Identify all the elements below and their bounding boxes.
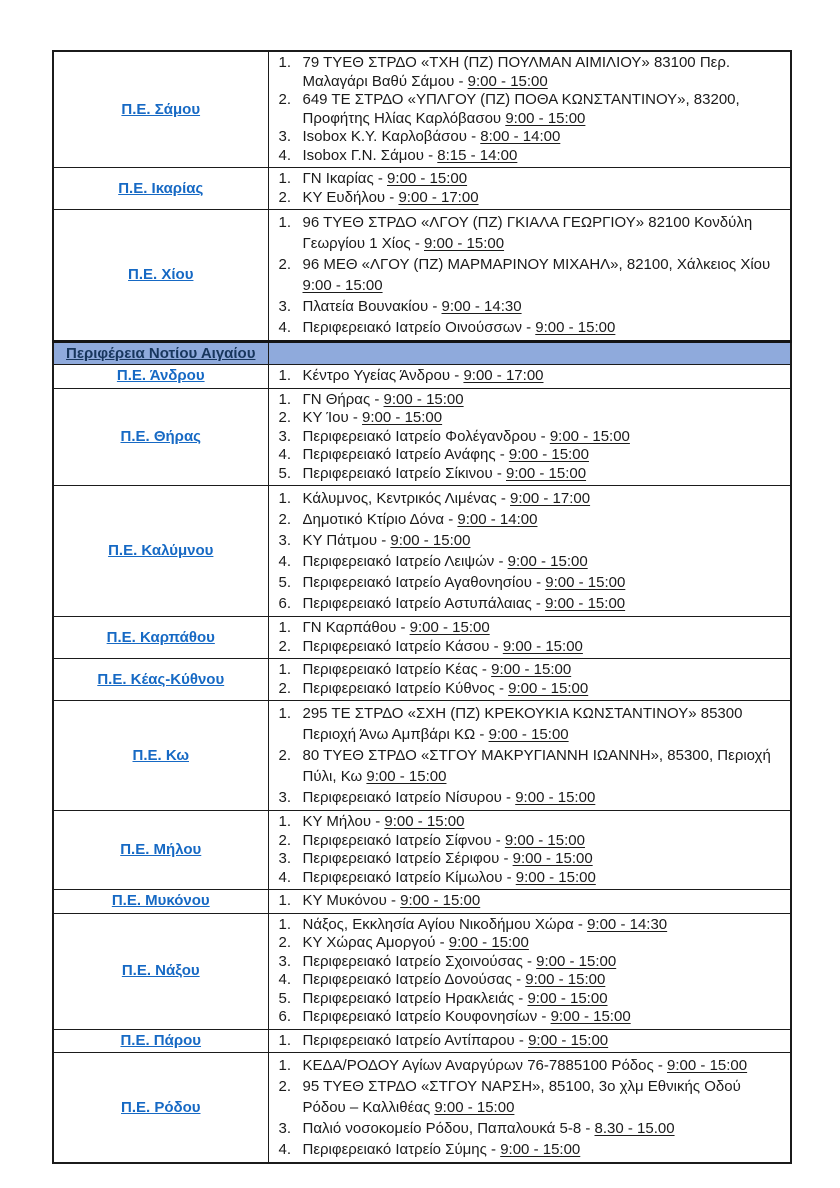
item-location: Περιφερειακό Ιατρείο Λειψών -: [302, 553, 508, 570]
item-text: [303, 446, 785, 465]
region-link[interactable]: Π.Ε. Μήλου: [120, 841, 202, 858]
item-hours: 9:00 - 15:00: [424, 235, 505, 252]
table-row: [53, 811, 791, 890]
item-hours: 8:15 - 14:00: [437, 146, 518, 164]
region-link[interactable]: Π.Ε. Πάρου: [120, 1031, 202, 1049]
item-hours: 9:00 - 15:00: [527, 989, 608, 1007]
item-number: 1.: [278, 54, 292, 71]
item-hours: 9:00 - 15:00: [667, 1057, 748, 1074]
item-number: 6.: [278, 1008, 292, 1025]
item-number: 6.: [278, 595, 292, 612]
item-hours: 9:00 - 14:00: [457, 511, 538, 528]
item-text: [303, 572, 785, 593]
item-text: [303, 953, 785, 972]
location-item: [279, 703, 785, 745]
location-item: [279, 296, 785, 317]
item-text: [303, 1032, 785, 1051]
region-link[interactable]: Π.Ε. Ρόδου: [121, 1098, 201, 1116]
locations-cell: [268, 617, 791, 659]
locations-cell: [268, 659, 791, 701]
region-cell: [53, 365, 268, 389]
item-hours: 9:00 - 17:00: [463, 367, 544, 384]
item-location: Περιφερειακό Ιατρείο Αστυπάλαιας -: [302, 595, 546, 612]
item-location: Περιφερειακό Ιατρείο Αντίπαρου -: [302, 1031, 529, 1049]
item-text: [303, 934, 785, 953]
location-item: [279, 869, 785, 888]
location-item: [279, 189, 785, 208]
item-location: Περιφερειακό Ιατρείο Ηρακλειάς -: [302, 989, 528, 1007]
item-number: 1.: [278, 892, 292, 909]
table-row: [53, 1053, 791, 1164]
item-text: [303, 745, 785, 787]
item-hours: 9:00 - 15:00: [536, 952, 617, 970]
item-text: [303, 892, 785, 911]
location-item: [279, 953, 785, 972]
item-text: [303, 212, 785, 254]
item-hours: 9:00 - 15:00: [384, 813, 465, 830]
locations-cell: [268, 486, 791, 617]
item-text: [303, 869, 785, 888]
item-hours: 9:00 - 17:00: [510, 490, 591, 507]
location-item: [279, 488, 785, 509]
item-text: [303, 850, 785, 869]
location-item: [279, 990, 785, 1009]
item-text: [303, 638, 785, 657]
item-hours: 9:00 - 15:00: [504, 831, 585, 849]
item-hours: 9:00 - 14:30: [587, 915, 668, 933]
locations-cell: [268, 168, 791, 210]
location-item: [279, 91, 785, 128]
table-row: [53, 168, 791, 210]
item-number: 4.: [278, 146, 292, 164]
location-item: [279, 1118, 785, 1139]
region-link[interactable]: Π.Ε. Μυκόνου: [111, 892, 210, 910]
item-hours: 9:00 - 15:00: [525, 971, 606, 988]
location-item: [279, 428, 785, 447]
item-location: 95 ΤΥΕΘ ΣΤΡΔΟ «ΣΤΓΟΥ ΝΑΡΣΗ», 85100, 3ο χλμ Εθνικής Οδού Ρόδου – Καλλιθέας: [302, 1078, 741, 1116]
item-location: Περιφερειακό Ιατρείο Κίμωλου -: [302, 868, 516, 886]
location-item: [279, 1076, 785, 1118]
location-item: [279, 409, 785, 428]
item-number: 4.: [278, 446, 292, 463]
location-item: [279, 661, 785, 680]
item-hours: 9:00 - 15:00: [488, 726, 569, 743]
item-number: 1.: [278, 390, 292, 408]
item-location: ΚΥ Μυκόνου -: [302, 892, 401, 909]
item-hours: 8:00 - 14:00: [480, 128, 561, 145]
locations-cell: [268, 210, 791, 342]
item-location: Περιφερειακό Ιατρείο Φολέγανδρου -: [302, 427, 550, 445]
item-number: 5.: [278, 464, 292, 482]
item-number: 1.: [278, 1057, 292, 1074]
item-hours: 9:00 - 15:00: [515, 868, 596, 886]
location-item: [279, 813, 785, 832]
item-hours: 9:00 - 15:00: [545, 574, 626, 591]
item-text: [303, 147, 785, 166]
region-link[interactable]: Π.Ε. Καρπάθου: [106, 628, 215, 646]
item-hours: 9:00 - 15:00: [409, 619, 490, 636]
item-number: 2.: [278, 637, 292, 655]
item-number: 1.: [278, 915, 292, 933]
item-hours: 9:00 - 15:00: [545, 595, 626, 612]
section-header-empty-cell: [268, 342, 791, 365]
table-row: [53, 659, 791, 701]
item-location: Περιφερειακό Ιατρείο Σίφνου -: [302, 831, 505, 849]
item-number: 4.: [278, 319, 292, 336]
item-hours: 9:00 - 15:00: [550, 1008, 631, 1025]
item-number: 4.: [278, 1141, 292, 1158]
location-item: [279, 745, 785, 787]
item-hours: 8.30 - 15.00: [594, 1120, 675, 1137]
table-row: [53, 701, 791, 811]
item-location: ΓΝ Ικαρίας -: [302, 170, 388, 187]
table-row: [53, 51, 791, 168]
item-location: Κάλυμνος, Κεντρικός Λιμένας -: [302, 490, 511, 507]
item-number: 2.: [278, 679, 292, 697]
item-text: [303, 916, 785, 935]
locations-cell: [268, 701, 791, 811]
item-number: 3.: [278, 1120, 292, 1137]
item-hours: 9:00 - 15:00: [508, 679, 589, 697]
item-hours: 9:00 - 15:00: [302, 277, 383, 294]
location-item: [279, 787, 785, 808]
item-location: Περιφερειακό Ιατρείο Κουφονησίων -: [302, 1008, 551, 1025]
item-number: 2.: [278, 831, 292, 849]
item-text: [303, 189, 785, 208]
location-item: [279, 367, 785, 386]
region-link[interactable]: Π.Ε. Νάξου: [121, 962, 200, 979]
item-text: [303, 1008, 785, 1027]
item-text: [303, 619, 785, 638]
locations-cell: [268, 811, 791, 890]
region-cell: [53, 1053, 268, 1164]
item-number: 1.: [278, 170, 292, 187]
item-text: [303, 54, 785, 91]
item-text: [303, 465, 785, 484]
item-location: Παλιό νοσοκομείο Ρόδου, Παπαλουκά 5-8 -: [302, 1120, 595, 1137]
section-header-row: [53, 342, 791, 365]
location-item: [279, 593, 785, 614]
item-number: 3.: [278, 789, 292, 806]
item-hours: 9:00 - 15:00: [400, 892, 481, 909]
table-row: [53, 365, 791, 389]
item-location: Περιφερειακό Ιατρείο Σέριφου -: [302, 850, 513, 867]
region-cell: [53, 701, 268, 811]
item-text: [303, 787, 785, 808]
item-number: 1.: [278, 705, 292, 722]
location-item: [279, 572, 785, 593]
locations-cell: [268, 365, 791, 389]
location-item: [279, 254, 785, 296]
region-link[interactable]: Π.Ε. Κέας-Κύθνου: [97, 670, 225, 688]
item-location: ΓΝ Θήρας -: [302, 390, 384, 408]
location-item: [279, 638, 785, 657]
item-location: Περιφερειακό Ιατρείο Κύθνος -: [302, 679, 509, 697]
location-item: [279, 934, 785, 953]
item-hours: 9:00 - 15:00: [387, 170, 468, 187]
item-hours: 9:00 - 15:00: [491, 661, 572, 678]
item-number: 2.: [278, 934, 292, 951]
location-item: [279, 317, 785, 338]
table-row: [53, 890, 791, 914]
location-item: [279, 509, 785, 530]
locations-cell: [268, 1053, 791, 1164]
item-number: 4.: [278, 971, 292, 988]
location-item: [279, 128, 785, 147]
item-location: Νάξος, Εκκλησία Αγίου Νικοδήμου Χώρα -: [302, 915, 588, 933]
region-cell: [53, 659, 268, 701]
item-text: [303, 832, 785, 851]
item-hours: 9:00 - 15:00: [500, 1141, 581, 1158]
item-text: [303, 296, 785, 317]
item-hours: 9:00 - 15:00: [507, 553, 588, 570]
item-number: 1.: [278, 214, 292, 231]
item-location: Περιφερειακό Ιατρείο Κάσου -: [302, 637, 503, 655]
item-location: Περιφερειακό Ιατρείο Σίκινου -: [302, 464, 506, 482]
item-text: [303, 317, 785, 338]
item-hours: 9:00 - 15:00: [434, 1099, 515, 1116]
item-number: 1.: [278, 619, 292, 636]
item-hours: 9:00 - 15:00: [390, 532, 471, 549]
region-cell: [53, 913, 268, 1029]
item-hours: 9:00 - 15:00: [506, 464, 587, 482]
region-link[interactable]: Π.Ε. Κω: [132, 746, 189, 764]
item-location: Περιφερειακό Ιατρείο Σύμης -: [302, 1141, 501, 1158]
item-number: 2.: [278, 188, 292, 206]
item-location: 79 ΤΥΕΘ ΣΤΡΔΟ «ΤΧΗ (ΠΖ) ΠΟΥΛΜΑΝ ΑΙΜΙΛΙΟΥ» 83100 Περ. Μαλαγάρι Βαθύ Σάμου -: [302, 54, 731, 90]
table-row: [53, 486, 791, 617]
location-item: [279, 619, 785, 638]
region-cell: [53, 811, 268, 890]
locations-cell: [268, 1029, 791, 1053]
item-hours: 9:00 - 15:00: [549, 427, 630, 445]
item-number: 5.: [278, 574, 292, 591]
item-text: [303, 971, 785, 990]
item-number: 3.: [278, 532, 292, 549]
item-text: [303, 1055, 785, 1076]
item-hours: 9:00 - 15:00: [535, 319, 616, 336]
item-location: 96 ΤΥΕΘ ΣΤΡΔΟ «ΛΓΟΥ (ΠΖ) ΓΚΙΑΛΑ ΓΕΩΡΓΙΟΥ» 82100 Κονδύλη Γεωργίου 1 Χίος -: [302, 214, 753, 252]
region-cell: [53, 890, 268, 914]
item-location: Περιφερειακό Ιατρείο Νίσυρου -: [302, 789, 516, 806]
item-number: 3.: [278, 128, 292, 145]
item-text: [303, 428, 785, 447]
region-cell: [53, 388, 268, 486]
item-location: Περιφερειακό Ιατρείο Ανάφης -: [302, 446, 509, 463]
region-link[interactable]: Π.Ε. Χίου: [128, 266, 194, 283]
item-text: [303, 391, 785, 410]
location-item: [279, 446, 785, 465]
item-hours: 9:00 - 15:00: [512, 850, 593, 867]
item-number: 3.: [278, 952, 292, 970]
item-location: Περιφερειακό Ιατρείο Οινούσσων -: [302, 319, 536, 336]
region-link[interactable]: Π.Ε. Θήρας: [120, 427, 201, 445]
item-number: 1.: [278, 490, 292, 507]
item-text: [303, 1118, 785, 1139]
item-hours: 9:00 - 15:00: [515, 789, 596, 806]
item-location: 80 ΤΥΕΘ ΣΤΡΔΟ «ΣΤΓΟΥ ΜΑΚΡΥΓΙΑΝΝΗ ΙΩΑΝΝΗ», 85300, Περιοχή Πύλι, Κω: [302, 747, 771, 785]
locations-cell: [268, 913, 791, 1029]
location-item: [279, 530, 785, 551]
item-text: [303, 409, 785, 428]
item-location: Περιφερειακό Ιατρείο Δονούσας -: [302, 971, 526, 988]
item-location: Περιφερειακό Ιατρείο Κέας -: [302, 661, 492, 678]
item-location: ΚΥ Μήλου -: [302, 813, 385, 830]
item-text: [303, 254, 785, 296]
item-text: [303, 593, 785, 614]
item-location: Isobox Κ.Υ. Καρλοβάσου -: [302, 128, 481, 145]
location-item: [279, 391, 785, 410]
region-cell: [53, 168, 268, 210]
table-row: [53, 913, 791, 1029]
item-text: [303, 680, 785, 699]
item-location: ΚΕΔΑ/ΡΟΔΟΥ Αγίων Αναργύρων 76-7885100 Ρόδος -: [302, 1057, 668, 1074]
table-row: [53, 210, 791, 342]
location-item: [279, 971, 785, 990]
location-item: [279, 916, 785, 935]
location-item: [279, 551, 785, 572]
section-header-cell: [53, 342, 268, 365]
item-hours: 9:00 - 14:30: [441, 298, 522, 315]
region-cell: [53, 51, 268, 168]
item-number: 2.: [278, 747, 292, 764]
region-link[interactable]: Π.Ε. Καλύμνου: [108, 542, 214, 559]
table-row: [53, 1029, 791, 1053]
item-location: Περιφερειακό Ιατρείο Αγαθονησίου -: [302, 574, 546, 591]
item-location: Περιφερειακό Ιατρείο Σχοινούσας -: [302, 952, 537, 970]
item-hours: 9:00 - 15:00: [362, 409, 443, 426]
item-number: 1.: [278, 661, 292, 678]
item-number: 1.: [278, 813, 292, 830]
item-location: ΚΥ Ευδήλου -: [302, 188, 399, 206]
health-centers-table: [52, 50, 792, 1164]
item-location: ΚΥ Πάτμου -: [302, 532, 391, 549]
item-location: 649 ΤΕ ΣΤΡΔΟ «ΥΠΛΓΟΥ (ΠΖ) ΠΟΘΑ ΚΩΝΣΤΑΝΤΙΝΟΥ», 83200, Προφήτης Ηλίας Καρλόβασου: [302, 91, 740, 127]
item-text: [303, 530, 785, 551]
item-number: 4.: [278, 868, 292, 886]
item-location: Πλατεία Βουνακίου -: [302, 298, 442, 315]
item-number: 5.: [278, 989, 292, 1007]
section-header-label: Περιφέρεια Νοτίου Αιγαίου: [66, 345, 256, 362]
item-number: 2.: [278, 256, 292, 273]
item-number: 2.: [278, 409, 292, 426]
item-text: [303, 488, 785, 509]
item-hours: 9:00 - 15:00: [505, 109, 586, 127]
table-row: [53, 617, 791, 659]
location-item: [279, 892, 785, 911]
item-location: ΚΥ Χώρας Αμοργού -: [302, 934, 449, 951]
region-cell: [53, 486, 268, 617]
item-number: 3.: [278, 427, 292, 445]
location-item: [279, 54, 785, 91]
item-location: 295 ΤΕ ΣΤΡΔΟ «ΣΧΗ (ΠΖ) ΚΡΕΚΟΥΚΙΑ ΚΩΝΣΤΑΝΤΙΝΟΥ» 85300 Περιοχή Άνω Αμπβάρι ΚΩ -: [302, 705, 743, 743]
item-location: 96 ΜΕΘ «ΛΓΟΥ (ΠΖ) ΜΑΡΜΑΡΙΝΟΥ ΜΙΧΑΗΛ», 82100, Χάλκειος Χίου: [302, 256, 771, 273]
item-hours: 9:00 - 15:00: [502, 637, 583, 655]
location-item: [279, 1008, 785, 1027]
location-item: [279, 680, 785, 699]
item-number: 2.: [278, 91, 292, 108]
item-text: [303, 1076, 785, 1118]
item-hours: 9:00 - 15:00: [383, 390, 464, 408]
location-item: [279, 1139, 785, 1160]
item-location: Δημοτικό Κτίριο Δόνα -: [302, 511, 458, 528]
item-number: 2.: [278, 1078, 292, 1095]
locations-cell: [268, 388, 791, 486]
item-number: 3.: [278, 850, 292, 867]
region-cell: [53, 1029, 268, 1053]
table-row: [53, 388, 791, 486]
item-hours: 9:00 - 15:00: [366, 768, 447, 785]
item-number: 4.: [278, 553, 292, 570]
item-text: [303, 170, 785, 189]
location-item: [279, 465, 785, 484]
item-location: Κέντρο Υγείας Άνδρου -: [302, 367, 464, 384]
region-link[interactable]: Π.Ε. Άνδρου: [116, 367, 205, 385]
item-text: [303, 661, 785, 680]
location-item: [279, 212, 785, 254]
location-item: [279, 147, 785, 166]
locations-cell: [268, 890, 791, 914]
region-cell: [53, 617, 268, 659]
location-item: [279, 832, 785, 851]
region-link[interactable]: Π.Ε. Ικαρίας: [118, 179, 204, 197]
region-link[interactable]: Π.Ε. Σάμου: [121, 100, 201, 118]
item-number: 3.: [278, 298, 292, 315]
item-hours: 9:00 - 15:00: [467, 72, 548, 90]
item-text: [303, 367, 785, 386]
item-text: [303, 128, 785, 147]
item-hours: 9:00 - 15:00: [448, 934, 529, 951]
item-location: ΓΝ Καρπάθου -: [302, 619, 410, 636]
region-cell: [53, 210, 268, 342]
location-item: [279, 170, 785, 189]
item-hours: 9:00 - 15:00: [528, 1031, 609, 1049]
item-text: [303, 813, 785, 832]
item-text: [303, 1139, 785, 1160]
item-hours: 9:00 - 15:00: [508, 446, 589, 463]
location-item: [279, 1055, 785, 1076]
item-hours: 9:00 - 17:00: [398, 188, 479, 206]
locations-cell: [268, 51, 791, 168]
item-text: [303, 990, 785, 1009]
item-number: 2.: [278, 511, 292, 528]
item-number: 1.: [278, 367, 292, 384]
item-number: 1.: [278, 1031, 292, 1049]
item-location: ΚΥ Ίου -: [302, 409, 363, 426]
item-text: [303, 509, 785, 530]
item-text: [303, 91, 785, 128]
item-location: Isobox Γ.Ν. Σάμου -: [302, 146, 438, 164]
location-item: [279, 1032, 785, 1051]
item-text: [303, 703, 785, 745]
location-item: [279, 850, 785, 869]
item-text: [303, 551, 785, 572]
